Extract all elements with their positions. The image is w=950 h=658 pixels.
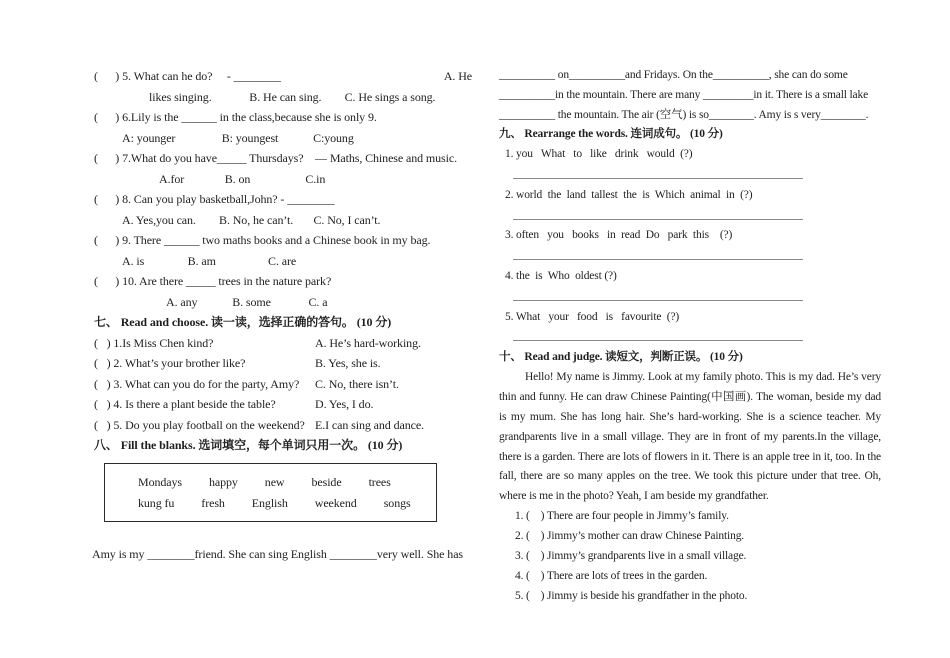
cloze-passage-start: Amy is my ________friend. She can sing English ________very well. She has	[92, 546, 463, 561]
question-line-10: ( ) 10. Are there _____ trees in the nature park?	[94, 274, 332, 288]
section10-header	[499, 348, 881, 368]
match-question: ( ) 2. What’s your brother like?	[94, 356, 246, 370]
section-score: (10 分)	[364, 438, 403, 452]
options-line-5: likes singing. B. He can sing. C. He sings a song.	[149, 89, 436, 104]
bank-word: kung fu	[138, 495, 175, 510]
cloze-passage-cont-1: __________ on__________and Fridays. On the__________, she can do some	[499, 69, 848, 81]
section-title-en: Rearrange the words.	[521, 128, 631, 141]
bank-word: weekend	[314, 495, 357, 510]
cloze-passage-cont-2: __________in the mountain. There are many _________in it. There is a small lake	[499, 88, 869, 101]
judge-item-2: 2. ( ) Jimmy’s mother can draw Chinese Painting.	[515, 530, 745, 543]
match-answer: A. He’s hard-working.	[315, 335, 421, 350]
match-question: ( ) 1.Is Miss Chen kind?	[94, 335, 214, 350]
bank-word: English	[251, 495, 288, 510]
match-question: ( ) 5. Do you play football on the weekend?	[94, 417, 305, 432]
section-score: (10 分)	[687, 128, 723, 141]
bank-word: Mondays	[138, 474, 182, 489]
match-question: ( ) 3. What can you do for the party, Amy?	[94, 376, 300, 391]
rearrange-item-2: 2. world the land tallest the is Which animal in (?)	[505, 188, 753, 201]
question-line-5	[94, 66, 472, 87]
section8-header	[94, 435, 472, 456]
right-column	[499, 66, 881, 607]
section-title-en: Read and judge.	[521, 351, 606, 364]
word-bank-box	[104, 463, 437, 522]
judge-item-5: 5. ( ) Jimmy is beside his grandfather in the photo.	[515, 589, 748, 602]
section-title-cn: 连词成句。	[630, 128, 688, 141]
answer-blank-line	[513, 327, 803, 341]
bank-word: new	[264, 474, 285, 489]
question-line-6: ( ) 6.Lily is the ______ in the class,because she is only 9.	[94, 110, 377, 124]
bank-word: fresh	[201, 495, 225, 510]
answer-blank-line	[513, 165, 803, 179]
section-title-cn: 读短文，判断正误。	[605, 351, 708, 364]
answer-blank-line	[513, 287, 803, 301]
match-row-4	[94, 394, 472, 415]
rearrange-item-3: 3. often you books in read Do park this (?)	[505, 229, 733, 242]
bank-word: beside	[311, 474, 342, 489]
answer-blank-line	[513, 206, 803, 220]
section9-header	[499, 125, 881, 145]
question-text: ( ) 5. What can he do? - ________	[94, 69, 281, 83]
left-column	[94, 66, 472, 564]
bank-word: happy	[208, 474, 238, 489]
options-line-9: A. is B. am C. are	[122, 253, 297, 268]
question-line-8: ( ) 8. Can you play basketball,John? - ________	[94, 192, 335, 206]
match-row-1	[94, 333, 472, 354]
bank-word: songs	[383, 495, 411, 510]
options-line-10: A. any B. some C. a	[166, 294, 328, 309]
options-line-7: A.for B. on C.in	[159, 171, 326, 186]
section-title-en: Fill the blanks.	[117, 438, 199, 452]
section-score: (10 分)	[707, 351, 743, 364]
section-title-cn: 选词填空，每个单词只用一次。	[198, 438, 365, 452]
options-line-6: A: younger B: youngest C:young	[122, 130, 354, 145]
question-wrap-text: A. He	[443, 69, 472, 83]
question-line-7: ( ) 7.What do you have_____ Thursdays? — Maths, Chinese and music.	[94, 151, 457, 165]
rearrange-item-4: 4. the is Who oldest (?)	[505, 269, 617, 282]
section-title-en: Read and choose.	[117, 315, 212, 329]
match-answer: D. Yes, I do.	[315, 397, 374, 411]
options-line-8: A. Yes,you can. B. No, he can’t. C. No, I can’t.	[122, 212, 381, 227]
word-bank-row-2	[138, 493, 428, 514]
match-row-5	[94, 415, 472, 436]
section-score: (10 分)	[353, 315, 392, 329]
question-line-9: ( ) 9. There ______ two maths books and a Chinese book in my bag.	[94, 233, 431, 247]
rearrange-item-1: 1. you What to like drink would (?)	[505, 148, 693, 161]
section-number: 九、	[499, 128, 522, 141]
answer-blank-line	[513, 246, 803, 260]
match-row-3	[94, 374, 472, 395]
judge-item-3: 3. ( ) Jimmy’s grandparents live in a small village.	[515, 550, 747, 563]
match-question: ( ) 4. Is there a plant beside the table?	[94, 397, 276, 411]
match-row-2	[94, 353, 472, 374]
judge-item-4: 4. ( ) There are lots of trees in the garden.	[515, 570, 708, 583]
section-number: 七、	[94, 315, 118, 329]
match-answer: B. Yes, she is.	[315, 356, 381, 370]
section-number: 八、	[94, 438, 118, 452]
word-bank-row-1	[138, 472, 428, 493]
reading-passage: Hello! My name is Jimmy. Look at my family photo. This is my dad. He’s very thin and funny. He can draw Chinese Painting(中国画). The woman, beside my dad is my mum. She has long hair. She’s hard-working. She is a science teacher. My grandparents live in a small village. They are in front of my parents.In the village, there is a garden. There are lots of flowers in it. There is an apple tree in it, too. In the fall, there are so many apples on the tree. We took this picture under that tree. Oh, where is me in the photo? Yeah, I am beside my grandfather.	[499, 370, 881, 503]
section-title-cn: 读一读，选择正确的答句。	[211, 315, 354, 329]
section7-header	[94, 312, 472, 333]
match-answer: C. No, there isn’t.	[315, 376, 399, 391]
rearrange-item-5: 5. What your food is favourite (?)	[505, 310, 680, 323]
judge-item-1: 1. ( ) There are four people in Jimmy’s family.	[515, 510, 729, 523]
section-number: 十、	[499, 351, 522, 364]
bank-word: trees	[368, 474, 391, 489]
cloze-passage-cont-3: __________ the mountain. The air (空气) is so________. Amy is s very________.	[499, 108, 869, 121]
match-answer: E.I can sing and dance.	[315, 417, 424, 432]
